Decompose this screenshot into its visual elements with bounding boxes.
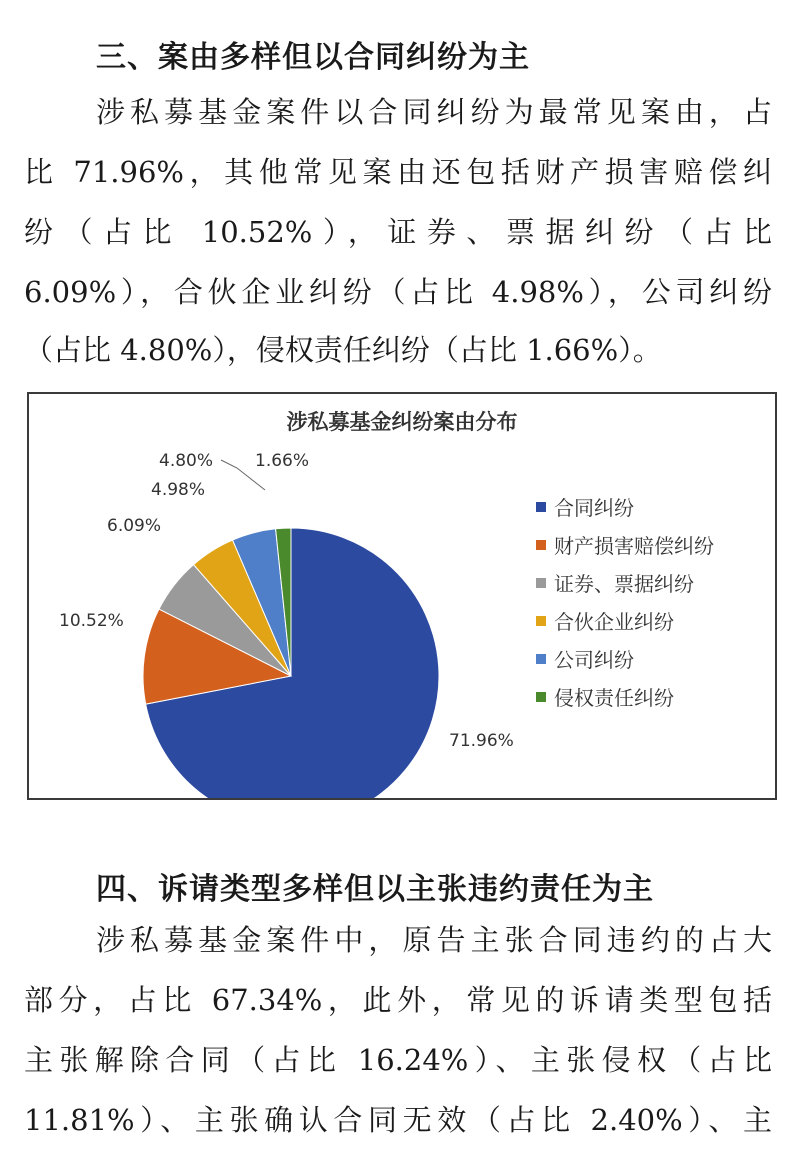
paragraph-line: 比 71.96%，其他常见案由还包括财产损害赔偿纠 bbox=[24, 155, 772, 189]
legend-label: 侵权责任纠纷 bbox=[554, 686, 674, 710]
data-label: 6.09% bbox=[107, 516, 162, 536]
data-label: 1.66% bbox=[255, 451, 310, 471]
chart-legend bbox=[536, 492, 714, 720]
section4-heading: 四、诉请类型多样但以主张违约责任为主 bbox=[96, 872, 654, 907]
pie-chart bbox=[27, 392, 777, 800]
legend-item bbox=[536, 606, 714, 644]
legend-swatch bbox=[536, 654, 546, 664]
data-label: 71.96% bbox=[449, 731, 514, 751]
legend-item bbox=[536, 644, 714, 682]
data-label: 4.98% bbox=[151, 480, 206, 500]
chart-title: 涉私募基金纠纷案由分布 bbox=[286, 410, 518, 434]
legend-swatch bbox=[536, 502, 546, 512]
paragraph-line: 部分，占比 67.34%，此外，常见的诉请类型包括 bbox=[24, 983, 772, 1017]
legend-label: 证券、票据纠纷 bbox=[554, 572, 694, 596]
paragraph-line: 主张解除合同（占比 16.24%）、主张侵权（占比 bbox=[24, 1043, 772, 1077]
paragraph-line: 涉私募基金案件中，原告主张合同违约的占大 bbox=[96, 923, 772, 957]
legend-item bbox=[536, 568, 714, 606]
legend-item bbox=[536, 492, 714, 530]
paragraph-line: 11.81%）、主张确认合同无效（占比 2.40%）、主 bbox=[24, 1103, 772, 1137]
legend-swatch bbox=[536, 578, 546, 588]
legend-label: 合伙企业纠纷 bbox=[554, 610, 674, 634]
paragraph-line: 纷（占比 10.52%），证券、票据纠纷（占比 bbox=[24, 215, 772, 249]
legend-label: 合同纠纷 bbox=[554, 496, 634, 520]
section3-heading: 三、案由多样但以合同纠纷为主 bbox=[96, 40, 530, 75]
legend-item bbox=[536, 530, 714, 568]
paragraph-line: 6.09%），合伙企业纠纷（占比 4.98%），公司纠纷 bbox=[24, 275, 772, 309]
paragraph-line: 涉私募基金案件以合同纠纷为最常见案由，占 bbox=[96, 95, 772, 129]
legend-label: 财产损害赔偿纠纷 bbox=[554, 534, 714, 558]
legend-label: 公司纠纷 bbox=[554, 648, 634, 672]
legend-swatch bbox=[536, 540, 546, 550]
legend-swatch bbox=[536, 692, 546, 702]
paragraph-line: （占比 4.80%），侵权责任纠纷（占比 1.66%）。 bbox=[24, 333, 662, 367]
legend-swatch bbox=[536, 616, 546, 626]
legend-item bbox=[536, 682, 714, 720]
data-label: 4.80% bbox=[159, 451, 214, 471]
data-label: 10.52% bbox=[59, 611, 124, 631]
